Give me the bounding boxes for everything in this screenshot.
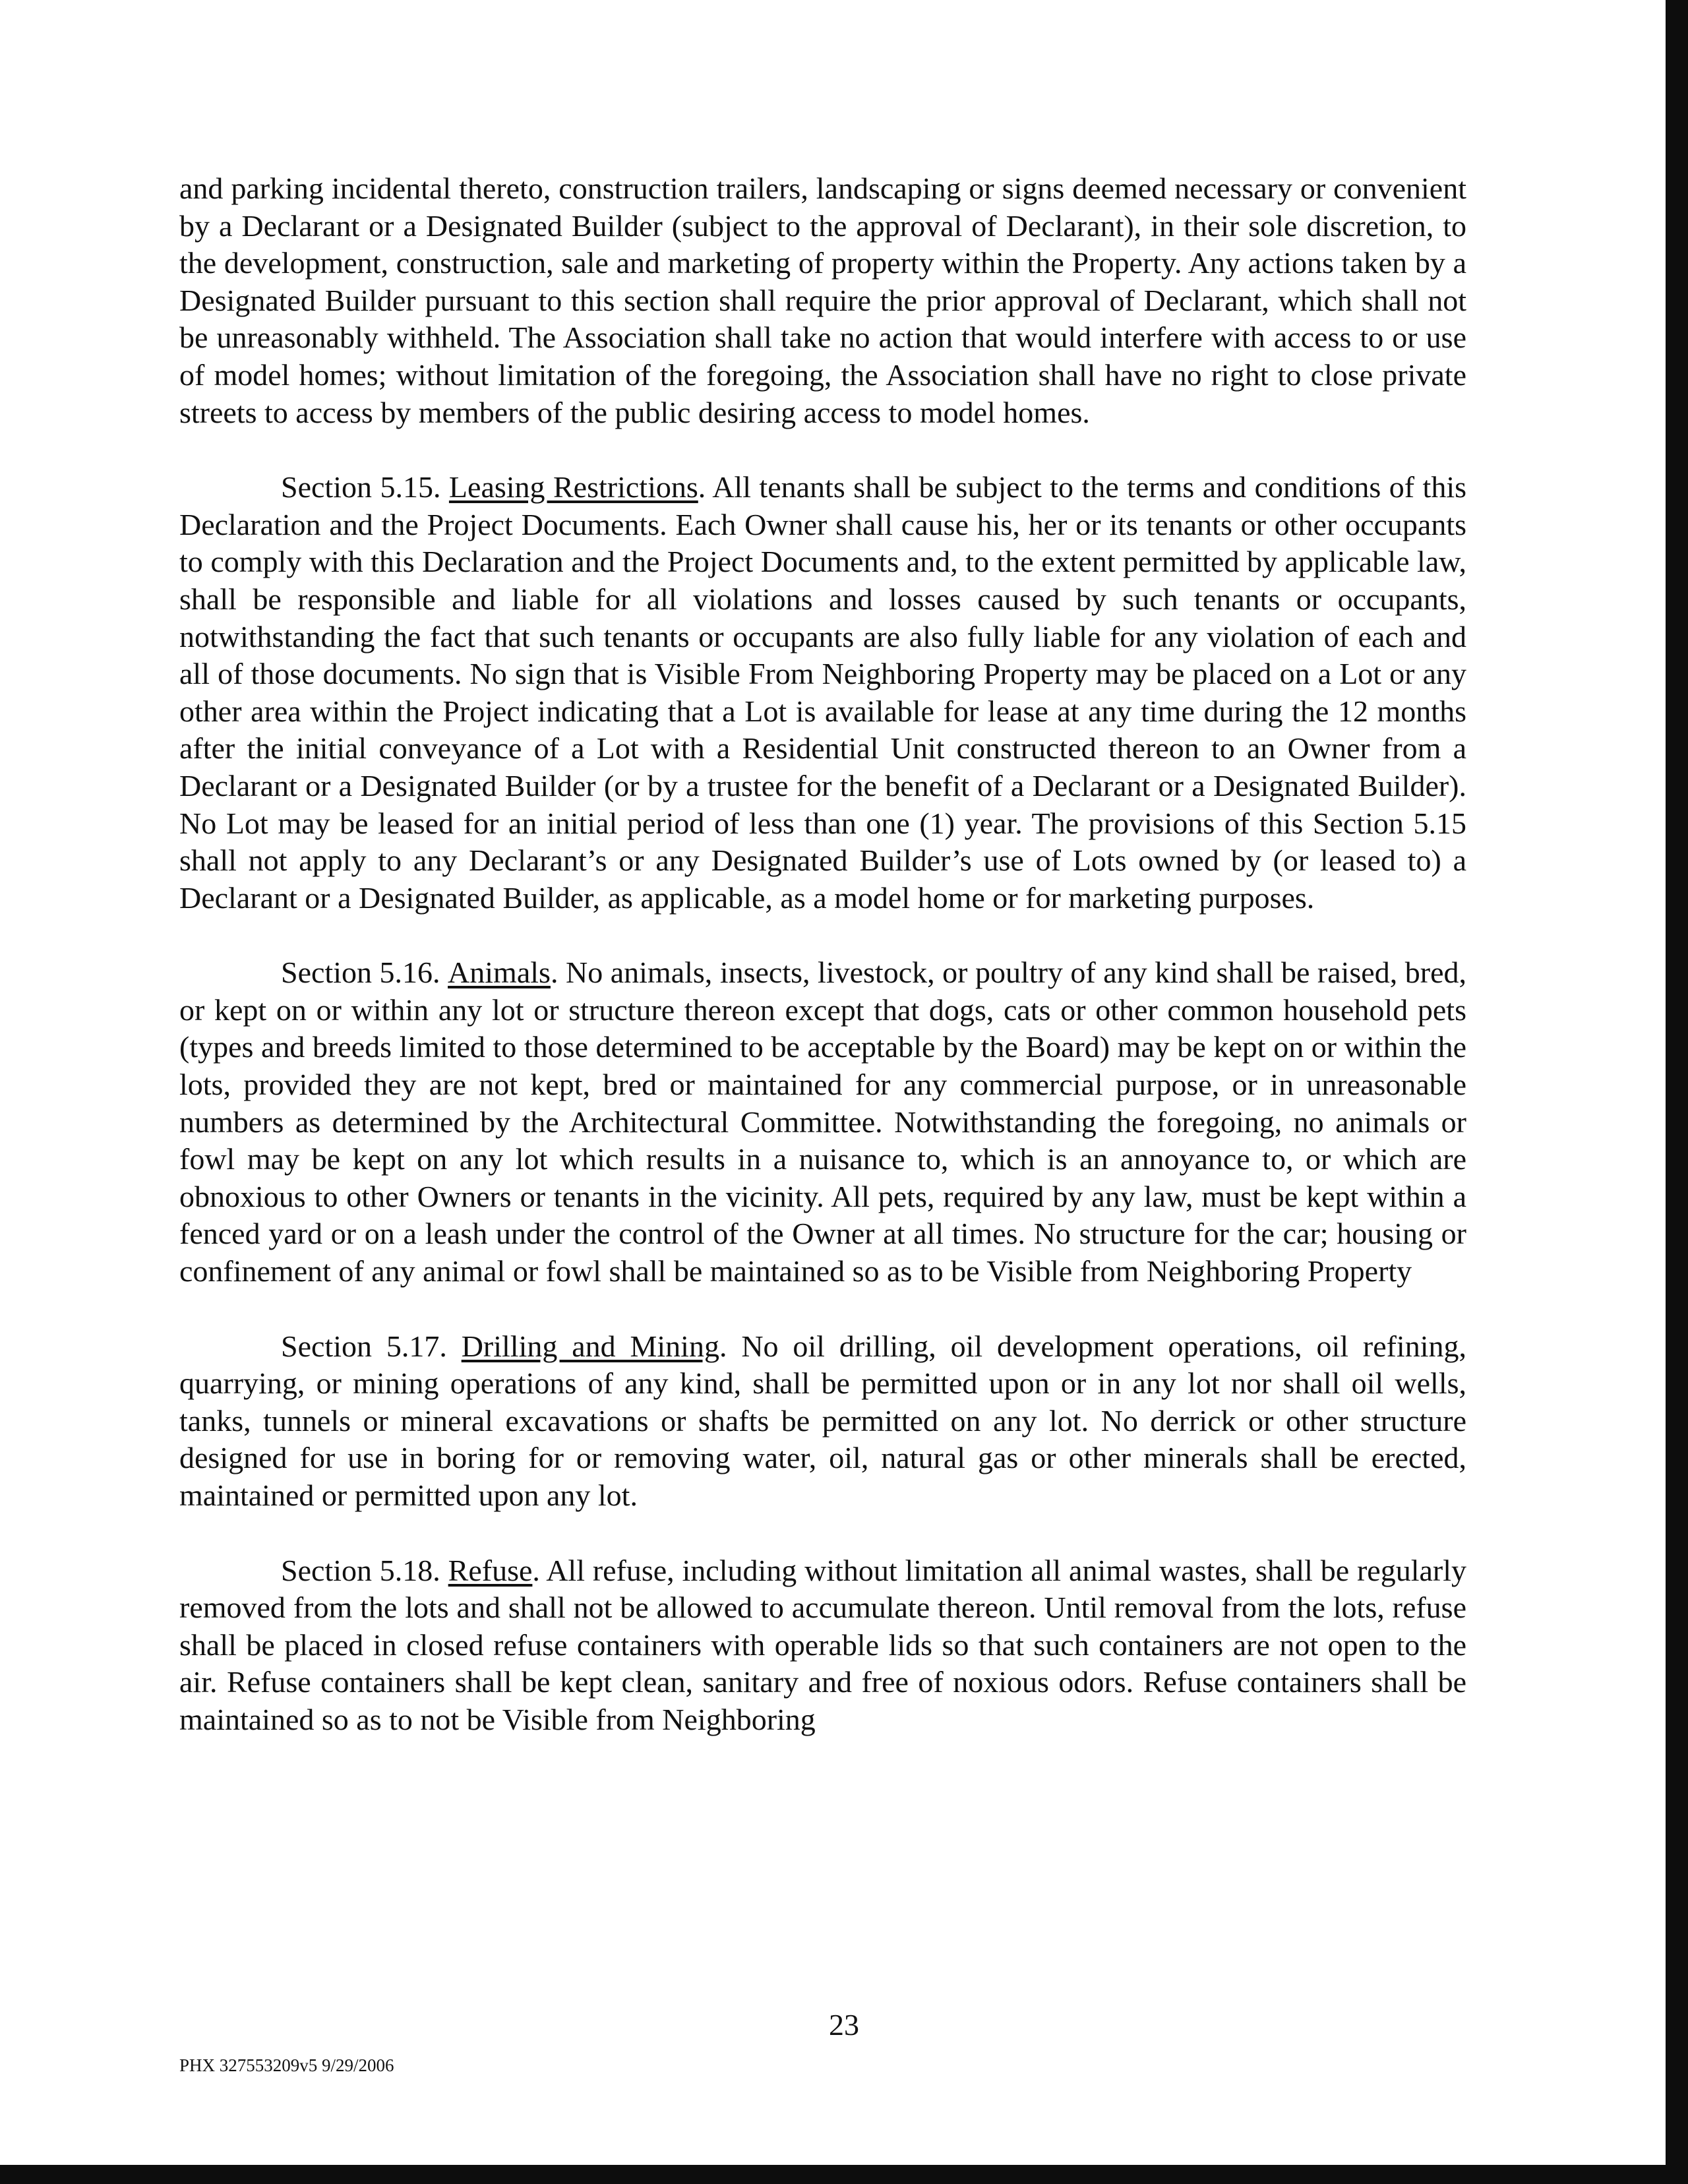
scan-edge-bottom bbox=[0, 2165, 1688, 2184]
section-5-18 bbox=[179, 1552, 1466, 1739]
section-heading: Drilling and Mining bbox=[461, 1329, 719, 1363]
section-5-16 bbox=[179, 954, 1466, 1290]
section-5-15 bbox=[179, 469, 1466, 917]
section-number: Section 5.16. bbox=[281, 956, 440, 990]
page-number: 23 bbox=[829, 2008, 859, 2042]
section-number: Section 5.17. bbox=[281, 1329, 447, 1363]
document-body bbox=[179, 170, 1466, 1776]
intro-paragraph: and parking incidental thereto, construction trailers, landscaping or signs deemed necessary or convenient by a Declarant or a Designated Builder (subject to the approval of Declarant), in their sole discretion, to the development, construction, sale and marketing of property within the Property. Any actions taken by a Designated Builder pursuant to this section shall require the prior approval of Declarant, which shall not be unreasonably withheld. The Association shall take no action that would interfere with access to or use of model homes; without limitation of the foregoing, the Association shall have no right to close private streets to access by members of the public desiring access to model homes. bbox=[179, 171, 1466, 429]
scan-edge-right bbox=[1666, 0, 1688, 2184]
section-heading: Animals bbox=[448, 956, 551, 990]
section-body: . All tenants shall be subject to the terms and conditions of this Declaration and the Project Documents. Each Owner shall cause his, her or its tenants or other occupants to comply with this Declaration and the Project Documents and, to the extent permitted by applicable law, shall be responsible and liable for all violations and losses caused by such tenants or occupants, notwithstanding the fact that such tenants or occupants are also fully liable for any violation of each and all of those documents. No sign that is Visible From Neighboring Property may be placed on a Lot or any other area within the Project indicating that a Lot is available for lease at any time during the 12 months after the initial conveyance of a Lot with a Residential Unit constructed thereon to an Owner from a Declarant or a Designated Builder (or by a trustee for the benefit of a Declarant or a Designated Builder). No Lot may be leased for an initial period of less than one (1) year. The provisions of this Section 5.15 shall not apply to any Declarant’s or any Designated Builder’s use of Lots owned by (or leased to) a Declarant or a Designated Builder, as applicable, as a model home or for marketing purposes. bbox=[179, 470, 1467, 915]
section-body: . No animals, insects, livestock, or poultry of any kind shall be raised, bred, or kept on or within any lot or structure thereon except that dogs, cats or other common household pets (types and breeds limited to those determined to be acceptable by the Board) may be kept on or within the lots, provided they are not kept, bred or maintained for any commercial purpose, or in unreasonable numbers as determined by the Architectural Committee. Notwithstanding the foregoing, no animals or fowl may be kept on any lot which results in a nuisance to, which is an annoyance to, or which are obnoxious to other Owners or tenants in the vicinity. All pets, required by any law, must be kept within a fenced yard or on a leash under the control of the Owner at all times. No structure for the car; housing or confinement of any animal or fowl shall be maintained so as to be Visible from Neighboring Property bbox=[179, 956, 1466, 1289]
document-footer-id: PHX 327553209v5 9/29/2006 bbox=[179, 2055, 394, 2075]
section-heading: Refuse bbox=[448, 1553, 533, 1587]
section-number: Section 5.15. bbox=[281, 470, 441, 504]
section-heading: Leasing Restrictions bbox=[448, 470, 698, 504]
section-body: . No oil drilling, oil development operations, oil refining, quarrying, or mining operations of any kind, shall be permitted upon or in any lot nor shall oil wells, tanks, tunnels or mineral excavations or shafts be permitted on any lot. No derrick or other structure designed for use in boring for or removing water, oil, natural gas or other minerals shall be erected, maintained or permitted upon any lot. bbox=[179, 1329, 1466, 1512]
section-number: Section 5.18. bbox=[281, 1553, 440, 1587]
section-body: . All refuse, including without limitation all animal wastes, shall be regularly removed from the lots and shall not be allowed to accumulate thereon. Until removal from the lots, refuse shall be placed in closed refuse containers with operable lids so that such containers are not open to the air. Refuse containers shall be kept clean, sanitary and free of noxious odors. Refuse containers shall be maintained so as to not be Visible from Neighboring bbox=[179, 1553, 1466, 1736]
section-5-17 bbox=[179, 1328, 1466, 1515]
